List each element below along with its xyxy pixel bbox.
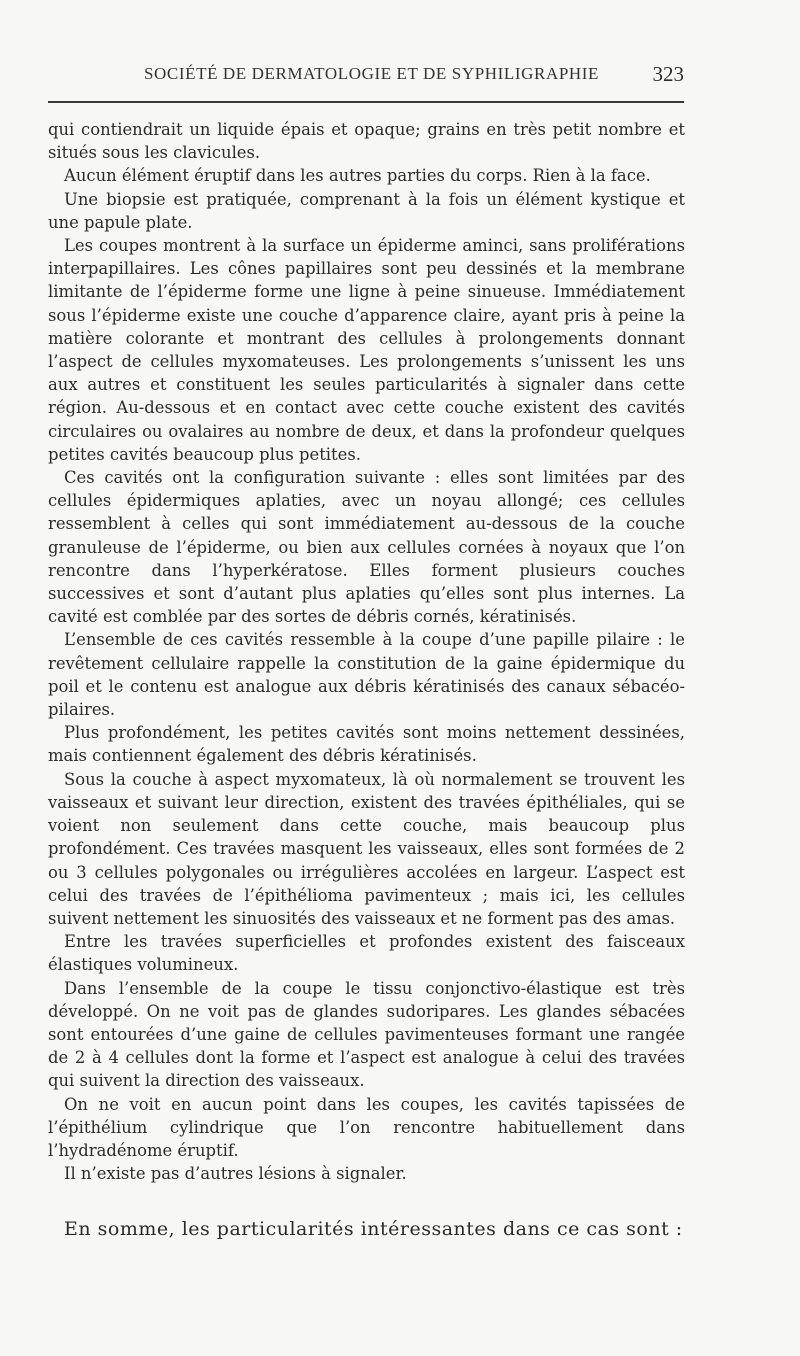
paragraph: Sous la couche à aspect myxomateux, là où normalement se trouvent les vaisseaux et suivant leur direction, existent des travées épithéliales, qui se voient non seulement dans cette couche, mais beaucoup plus profondément. Ces travées masquent les vaisseaux, elles sont formées de 2 ou 3 cellules polygonales ou irrégulières accolées en largeur. L’aspect est celui des travées de l’épithélioma pavimenteux ; mais ici, les cellules suivent nettement les sinuosités des vaisseaux et ne forment pas des amas.: [48, 769, 685, 928]
paragraph: Une biopsie est pratiquée, comprenant à la fois un élément kystique et une papule plate.: [48, 189, 685, 232]
header-rule: [48, 101, 684, 103]
paragraph: Dans l’ensemble de la coupe le tissu conjonctivo-élastique est très développé. On ne voit pas de glandes sudoripares. Les glandes sébacées sont entourées d’une gaine de cellules pavimenteuses formant une rangée de 2 à 4 cellules dont la forme et l’aspect est analogue à celui des travées qui suivent la direction des vaisseaux.: [48, 978, 685, 1091]
paragraph: L’ensemble de ces cavités ressemble à la coupe d’une papille pilaire : le revêtement cellulaire rappelle la constitution de la gaine épidermique du poil et le contenu est analogue aux débris kératinisés des canaux sébacéo-pilaires.: [48, 630, 685, 720]
paragraph: Entre les travées superficielles et profondes existent des faisceaux élastiques volumineux.: [48, 932, 685, 975]
paragraph: Aucun élément éruptif dans les autres parties du corps. Rien à la face.: [64, 166, 651, 186]
paragraph: Ces cavités ont la configuration suivante : elles sont limitées par des cellules épidermiques aplaties, avec un noyau allongé; ces cellules ressemblent à celles qui sont immédiatement au-dessous de la couche granuleuse de l’épiderme, ou bien aux cellules cornées à noyaux que l’on rencontre dans l’hyperkératose. Elles forment plusieurs couches successives et sont d’autant plus aplaties qu’elles sont plus internes. La cavité est comblée par des sortes de débris cornés, kératinisés.: [48, 468, 685, 627]
paragraph: Il n’existe pas d’autres lésions à signaler.: [64, 1164, 407, 1184]
journal-title: SOCIÉTÉ DE DERMATOLOGIE ET DE SYPHILIGRAPHIE: [144, 64, 600, 83]
closing-line: En somme, les particularités intéressantes dans ce cas sont :: [64, 1218, 683, 1240]
page-number: 323: [652, 62, 684, 86]
running-head: [48, 62, 684, 88]
paragraph: qui contiendrait un liquide épais et opaque; grains en très petit nombre et situés sous les clavicules.: [48, 120, 685, 163]
paragraph: On ne voit en aucun point dans les coupes, les cavités tapissées de l’épithélium cylindrique que l’on rencontre habituellement dans l’hydradénome éruptif.: [48, 1094, 685, 1160]
body-text: [48, 118, 685, 1185]
paragraph: Plus profondément, les petites cavités sont moins nettement dessinées, mais contiennent également des débris kératinisés.: [48, 723, 685, 766]
paragraph: Les coupes montrent à la surface un épiderme aminci, sans proliférations interpapillaires. Les cônes papillaires sont peu dessinés et la membrane limitante de l’épiderme forme une ligne à peine sinueuse. Immédiatement sous l’épiderme existe une couche d’apparence claire, ayant pris à peine la matière colorante et montrant des cellules à prolongements donnant l’aspect de cellules myxomateuses. Les prolongements s’unissent les uns aux autres et constituent les seules particularités à signaler dans cette région. Au-dessous et en contact avec cette couche existent des cavités circulaires ou ovalaires au nombre de deux, et dans la profondeur quelques petites cavités beaucoup plus petites.: [48, 236, 685, 464]
